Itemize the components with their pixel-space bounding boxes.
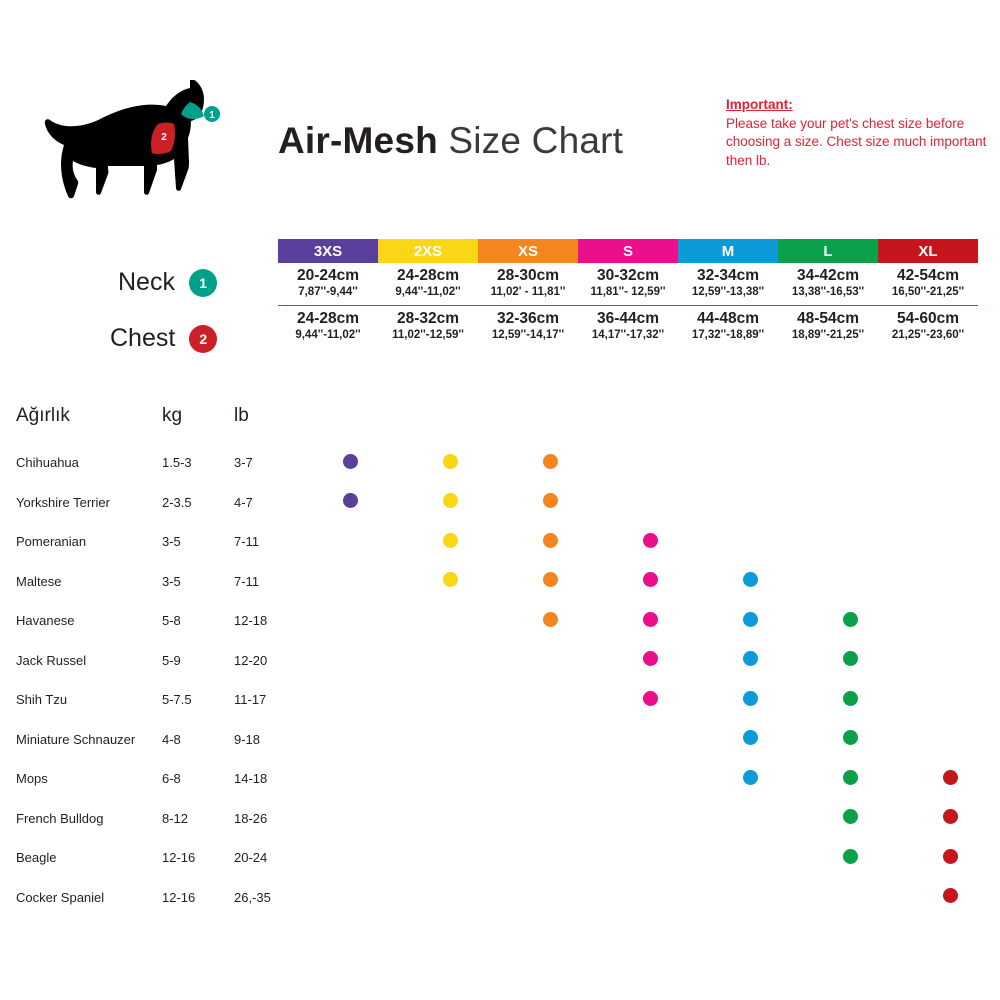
chest-cm-2xs: 28-32cm <box>396 310 460 327</box>
chest-label-text: Chest <box>110 324 176 352</box>
size-dot-cell-3xs <box>300 799 400 839</box>
breed-name: Chihuahua <box>16 455 79 471</box>
neck-badge: 1 <box>189 269 217 297</box>
table-row <box>0 443 1000 483</box>
header-area <box>0 0 1000 230</box>
neck-cm-xs: 28-30cm <box>496 267 560 284</box>
size-dot-cell-l <box>800 443 900 483</box>
size-dot-cell-xs <box>500 799 600 839</box>
weight-kg: 4-8 <box>162 731 181 747</box>
size-dot-empty <box>443 612 458 627</box>
table-row <box>0 562 1000 602</box>
neck-inch-3xs: 7,87''-9,44'' <box>298 286 358 298</box>
dog-illustration <box>40 80 240 210</box>
size-dot-empty <box>543 888 558 903</box>
size-dot-cell-xs <box>500 878 600 918</box>
size-dot-empty <box>343 770 358 785</box>
header-dot-L <box>800 405 900 443</box>
neck-inch-l: 13,38''-16,53'' <box>791 286 865 298</box>
size-dot-cell-xl <box>900 601 1000 641</box>
weight-lb: 3-7 <box>234 455 253 471</box>
size-dot-cell-2xs <box>400 443 500 483</box>
size-dot-cell-xl <box>900 562 1000 602</box>
table-row <box>0 601 1000 641</box>
size-dot-cell-3xs <box>300 562 400 602</box>
chest-cell-3xs <box>278 306 378 349</box>
weight-kg: 6-8 <box>162 771 181 787</box>
size-dot-empty <box>943 533 958 548</box>
breed-name: Shih Tzu <box>16 692 68 708</box>
size-dot-empty <box>743 533 758 548</box>
size-header-l: L <box>778 239 878 263</box>
breed-name: Maltese <box>16 573 62 589</box>
size-dot-cell-xs <box>500 483 600 523</box>
table-row <box>0 838 1000 878</box>
neck-cell-xl <box>878 263 978 306</box>
size-dot-l <box>843 730 858 745</box>
size-dot-empty <box>343 651 358 666</box>
size-dot-cell-2xs <box>400 562 500 602</box>
size-dot-cell-xs <box>500 562 600 602</box>
breed-table-header <box>0 405 1000 443</box>
size-dot-cell-s <box>600 878 700 918</box>
size-dot-2xs <box>443 533 458 548</box>
size-dot-empty <box>443 730 458 745</box>
neck-cell-xs <box>478 263 578 306</box>
size-dot-empty <box>443 770 458 785</box>
weight-kg: 3-5 <box>162 534 181 550</box>
size-dot-cell-xs <box>500 838 600 878</box>
important-note <box>726 96 988 170</box>
size-dot-empty <box>643 730 658 745</box>
chest-label <box>110 324 217 353</box>
header-dot-3XS <box>300 405 400 443</box>
neck-cell-l <box>778 263 878 306</box>
header-dot-2XS <box>400 405 500 443</box>
size-dot-s <box>643 533 658 548</box>
size-dot-cell-m <box>700 680 800 720</box>
weight-lb: 9-18 <box>234 731 261 747</box>
size-dot-cell-3xs <box>300 759 400 799</box>
size-dot-cell-xl <box>900 878 1000 918</box>
size-dot-empty <box>443 651 458 666</box>
size-dot-cell-2xs <box>400 759 500 799</box>
chest-inch-xl: 21,25''-23,60'' <box>891 329 965 341</box>
size-dot-cell-3xs <box>300 601 400 641</box>
size-dot-empty <box>943 454 958 469</box>
size-dot-cell-2xs <box>400 483 500 523</box>
chest-cell-xs <box>478 306 578 349</box>
size-dot-cell-xl <box>900 680 1000 720</box>
size-dot-cell-3xs <box>300 641 400 681</box>
weight-lb: 12-20 <box>234 652 268 668</box>
size-dot-xs <box>543 572 558 587</box>
size-dot-xl <box>943 849 958 864</box>
size-dot-cell-s <box>600 443 700 483</box>
size-dot-cell-s <box>600 601 700 641</box>
breed-name: Miniature Schnauzer <box>16 731 136 747</box>
size-dot-empty <box>843 493 858 508</box>
chest-inch-m: 17,32''-18,89'' <box>691 329 765 341</box>
size-header-2xs: 2XS <box>378 239 478 263</box>
size-dot-cell-s <box>600 680 700 720</box>
size-dot-cell-l <box>800 799 900 839</box>
size-dot-empty <box>543 651 558 666</box>
size-dot-empty <box>443 691 458 706</box>
size-dot-empty <box>343 809 358 824</box>
breed-name: French Bulldog <box>16 810 104 826</box>
chest-cell-2xs <box>378 306 478 349</box>
size-dot-cell-xl <box>900 483 1000 523</box>
size-dot-empty <box>743 888 758 903</box>
size-dot-cell-3xs <box>300 720 400 760</box>
size-dot-m <box>743 730 758 745</box>
size-dot-l <box>843 849 858 864</box>
size-dot-s <box>643 572 658 587</box>
size-dot-cell-2xs <box>400 878 500 918</box>
weight-lb: 20-24 <box>234 850 268 866</box>
svg-text:1: 1 <box>209 110 215 121</box>
size-dot-cell-xs <box>500 641 600 681</box>
size-dot-3xs <box>343 493 358 508</box>
size-dot-empty <box>743 849 758 864</box>
neck-cm-s: 30-32cm <box>596 267 660 284</box>
breed-name: Cocker Spaniel <box>16 889 105 905</box>
note-body: Please take your pet's chest size before choosing a size. Chest size much important then lb. <box>726 115 987 168</box>
chest-inch-s: 14,17''-17,32'' <box>591 329 665 341</box>
weight-kg: 8-12 <box>162 810 189 826</box>
weight-lb: 7-11 <box>234 573 260 589</box>
size-header-s: S <box>578 239 678 263</box>
size-dot-cell-2xs <box>400 601 500 641</box>
header-dot-XL <box>900 405 1000 443</box>
size-dot-xl <box>943 770 958 785</box>
size-dot-2xs <box>443 572 458 587</box>
table-row <box>0 720 1000 760</box>
size-dot-m <box>743 572 758 587</box>
header-lb: lb <box>234 405 249 426</box>
table-row <box>0 522 1000 562</box>
size-dot-empty <box>343 730 358 745</box>
neck-inch-m: 12,59''-13,38'' <box>691 286 765 298</box>
size-dot-cell-xs <box>500 680 600 720</box>
size-dot-cell-m <box>700 641 800 681</box>
size-dot-cell-3xs <box>300 443 400 483</box>
size-header-row <box>278 239 978 263</box>
size-dot-xs <box>543 612 558 627</box>
neck-label-text: Neck <box>118 268 175 296</box>
size-dot-empty <box>843 533 858 548</box>
neck-cell-3xs <box>278 263 378 306</box>
size-dot-cell-s <box>600 483 700 523</box>
size-dot-cell-xs <box>500 443 600 483</box>
size-dot-empty <box>943 493 958 508</box>
title-light: Size Chart <box>437 120 624 161</box>
size-dot-cell-m <box>700 443 800 483</box>
weight-lb: 26,-35 <box>234 889 271 905</box>
neck-inch-s: 11,81''- 12,59'' <box>590 286 666 298</box>
size-dot-cell-s <box>600 720 700 760</box>
size-dot-empty <box>343 888 358 903</box>
size-dot-empty <box>443 809 458 824</box>
size-dot-cell-l <box>800 838 900 878</box>
header-dot-M <box>700 405 800 443</box>
chest-cm-s: 36-44cm <box>596 310 660 327</box>
chest-cm-l: 48-54cm <box>796 310 860 327</box>
chest-inch-xs: 12,59''-14,17'' <box>491 329 565 341</box>
size-dot-cell-l <box>800 680 900 720</box>
size-dot-empty <box>743 809 758 824</box>
size-dot-empty <box>643 493 658 508</box>
size-dot-cell-m <box>700 720 800 760</box>
neck-cell-s <box>578 263 678 306</box>
size-dot-empty <box>643 809 658 824</box>
size-dot-cell-xs <box>500 522 600 562</box>
size-dot-s <box>643 612 658 627</box>
size-dot-cell-3xs <box>300 680 400 720</box>
weight-kg: 2-3.5 <box>162 494 192 510</box>
size-dot-cell-2xs <box>400 799 500 839</box>
size-dot-cell-xl <box>900 720 1000 760</box>
size-dot-cell-l <box>800 878 900 918</box>
size-dot-empty <box>643 888 658 903</box>
size-dot-cell-s <box>600 838 700 878</box>
neck-cm-l: 34-42cm <box>796 267 860 284</box>
neck-inch-xs: 11,02' - 11,81'' <box>490 286 566 298</box>
size-dot-cell-m <box>700 522 800 562</box>
neck-cm-3xs: 20-24cm <box>296 267 360 284</box>
size-dot-l <box>843 651 858 666</box>
size-dot-cell-2xs <box>400 838 500 878</box>
weight-kg: 5-9 <box>162 652 181 668</box>
size-dot-cell-2xs <box>400 522 500 562</box>
size-dot-empty <box>543 730 558 745</box>
size-dot-cell-m <box>700 799 800 839</box>
title-bold: Air-Mesh <box>278 120 438 161</box>
breed-name: Mops <box>16 771 48 787</box>
weight-lb: 12-18 <box>234 613 268 629</box>
size-dot-cell-2xs <box>400 641 500 681</box>
breed-name: Beagle <box>16 850 57 866</box>
size-dot-xs <box>543 493 558 508</box>
size-dot-xl <box>943 888 958 903</box>
size-dot-cell-m <box>700 878 800 918</box>
chest-cell-m <box>678 306 778 349</box>
size-dot-cell-xl <box>900 799 1000 839</box>
size-dot-empty <box>343 849 358 864</box>
size-dot-xs <box>543 533 558 548</box>
svg-text:2: 2 <box>161 132 167 143</box>
size-dot-empty <box>643 770 658 785</box>
size-dot-empty <box>543 691 558 706</box>
neck-cm-2xs: 24-28cm <box>396 267 460 284</box>
size-dot-cell-3xs <box>300 838 400 878</box>
size-dot-empty <box>543 809 558 824</box>
weight-kg: 12-16 <box>162 850 196 866</box>
neck-label <box>118 268 217 297</box>
size-dot-cell-m <box>700 601 800 641</box>
size-dot-cell-s <box>600 799 700 839</box>
size-dot-cell-l <box>800 720 900 760</box>
size-dot-l <box>843 770 858 785</box>
size-dot-xl <box>943 809 958 824</box>
size-dot-empty <box>343 533 358 548</box>
size-dot-cell-l <box>800 522 900 562</box>
neck-measurement-row <box>278 263 978 306</box>
size-dot-cell-xl <box>900 641 1000 681</box>
size-dot-xs <box>543 454 558 469</box>
size-dot-empty <box>343 572 358 587</box>
note-title: Important: <box>726 97 793 112</box>
size-dot-empty <box>943 651 958 666</box>
size-dot-empty <box>343 612 358 627</box>
weight-kg: 5-8 <box>162 613 181 629</box>
size-dot-cell-m <box>700 562 800 602</box>
chest-cell-xl <box>878 306 978 349</box>
neck-cm-m: 32-34cm <box>696 267 760 284</box>
header-kg: kg <box>162 405 183 426</box>
size-dot-empty <box>943 730 958 745</box>
size-dot-cell-3xs <box>300 878 400 918</box>
size-dot-empty <box>643 454 658 469</box>
size-dot-l <box>843 612 858 627</box>
size-dot-empty <box>443 888 458 903</box>
chest-cell-s <box>578 306 678 349</box>
size-dot-cell-xl <box>900 522 1000 562</box>
neck-inch-xl: 16,50''-21,25'' <box>891 286 965 298</box>
weight-lb: 14-18 <box>234 771 268 787</box>
size-dot-cell-l <box>800 641 900 681</box>
size-dot-2xs <box>443 493 458 508</box>
size-dot-cell-l <box>800 601 900 641</box>
size-dot-cell-m <box>700 483 800 523</box>
page-title <box>278 120 623 162</box>
size-dot-m <box>743 770 758 785</box>
size-dot-cell-xl <box>900 443 1000 483</box>
table-row <box>0 483 1000 523</box>
breed-name: Jack Russel <box>16 652 87 668</box>
weight-kg: 12-16 <box>162 889 196 905</box>
size-dot-cell-s <box>600 522 700 562</box>
chest-cm-m: 44-48cm <box>696 310 760 327</box>
size-header-3xs: 3XS <box>278 239 378 263</box>
breed-name: Pomeranian <box>16 534 87 550</box>
size-dot-cell-xs <box>500 720 600 760</box>
size-dot-cell-xl <box>900 759 1000 799</box>
chest-inch-3xs: 9,44''-11,02'' <box>295 329 361 341</box>
size-dot-cell-2xs <box>400 720 500 760</box>
size-dot-empty <box>643 849 658 864</box>
table-row <box>0 759 1000 799</box>
size-dot-cell-s <box>600 641 700 681</box>
chest-cm-xl: 54-60cm <box>896 310 960 327</box>
weight-lb: 18-26 <box>234 810 268 826</box>
weight-kg: 1.5-3 <box>162 455 192 471</box>
size-header-xl: XL <box>878 239 978 263</box>
weight-kg: 3-5 <box>162 573 181 589</box>
header-dot-S <box>600 405 700 443</box>
size-dot-cell-s <box>600 759 700 799</box>
size-dot-m <box>743 691 758 706</box>
neck-cell-2xs <box>378 263 478 306</box>
weight-lb: 11-17 <box>234 692 267 708</box>
size-dot-cell-3xs <box>300 483 400 523</box>
chest-inch-l: 18,89''-21,25'' <box>791 329 865 341</box>
size-dot-empty <box>343 691 358 706</box>
size-dot-empty <box>943 691 958 706</box>
size-dot-empty <box>543 770 558 785</box>
size-dot-empty <box>943 612 958 627</box>
size-dot-empty <box>443 849 458 864</box>
chest-inch-2xs: 11,02''-12,59'' <box>392 329 464 341</box>
neck-cell-m <box>678 263 778 306</box>
weight-lb: 7-11 <box>234 534 260 550</box>
size-dot-s <box>643 691 658 706</box>
breed-name: Yorkshire Terrier <box>16 494 110 510</box>
size-dot-m <box>743 651 758 666</box>
size-dot-cell-xl <box>900 838 1000 878</box>
size-dot-empty <box>843 454 858 469</box>
table-row <box>0 680 1000 720</box>
neck-cm-xl: 42-54cm <box>896 267 960 284</box>
size-dot-cell-m <box>700 838 800 878</box>
size-dot-cell-l <box>800 759 900 799</box>
size-dot-cell-3xs <box>300 522 400 562</box>
size-dot-empty <box>743 493 758 508</box>
size-dot-s <box>643 651 658 666</box>
size-header-xs: XS <box>478 239 578 263</box>
breed-name: Havanese <box>16 613 75 629</box>
table-row <box>0 878 1000 918</box>
size-dot-empty <box>743 454 758 469</box>
weight-lb: 4-7 <box>234 494 253 510</box>
chest-measurement-row <box>278 306 978 349</box>
size-dot-cell-l <box>800 562 900 602</box>
chest-badge: 2 <box>189 325 217 353</box>
size-dot-empty <box>543 849 558 864</box>
size-dot-m <box>743 612 758 627</box>
header-breed: Ağırlık <box>16 405 70 426</box>
size-table <box>278 239 978 348</box>
neck-inch-2xs: 9,44''-11,02'' <box>395 286 461 298</box>
table-row <box>0 641 1000 681</box>
size-dot-empty <box>843 888 858 903</box>
size-dot-2xs <box>443 454 458 469</box>
size-dot-cell-xs <box>500 601 600 641</box>
weight-kg: 5-7.5 <box>162 692 192 708</box>
breed-weight-table <box>0 405 1000 917</box>
chest-cm-3xs: 24-28cm <box>296 310 360 327</box>
size-dot-cell-xs <box>500 759 600 799</box>
size-dot-cell-l <box>800 483 900 523</box>
chest-cm-xs: 32-36cm <box>496 310 560 327</box>
header-dot-XS <box>500 405 600 443</box>
chest-cell-l <box>778 306 878 349</box>
size-header-m: M <box>678 239 778 263</box>
size-dot-l <box>843 809 858 824</box>
size-dot-cell-2xs <box>400 680 500 720</box>
table-row <box>0 799 1000 839</box>
size-dot-l <box>843 691 858 706</box>
size-dot-empty <box>843 572 858 587</box>
size-dot-cell-m <box>700 759 800 799</box>
size-dot-3xs <box>343 454 358 469</box>
size-dot-cell-s <box>600 562 700 602</box>
size-dot-empty <box>943 572 958 587</box>
